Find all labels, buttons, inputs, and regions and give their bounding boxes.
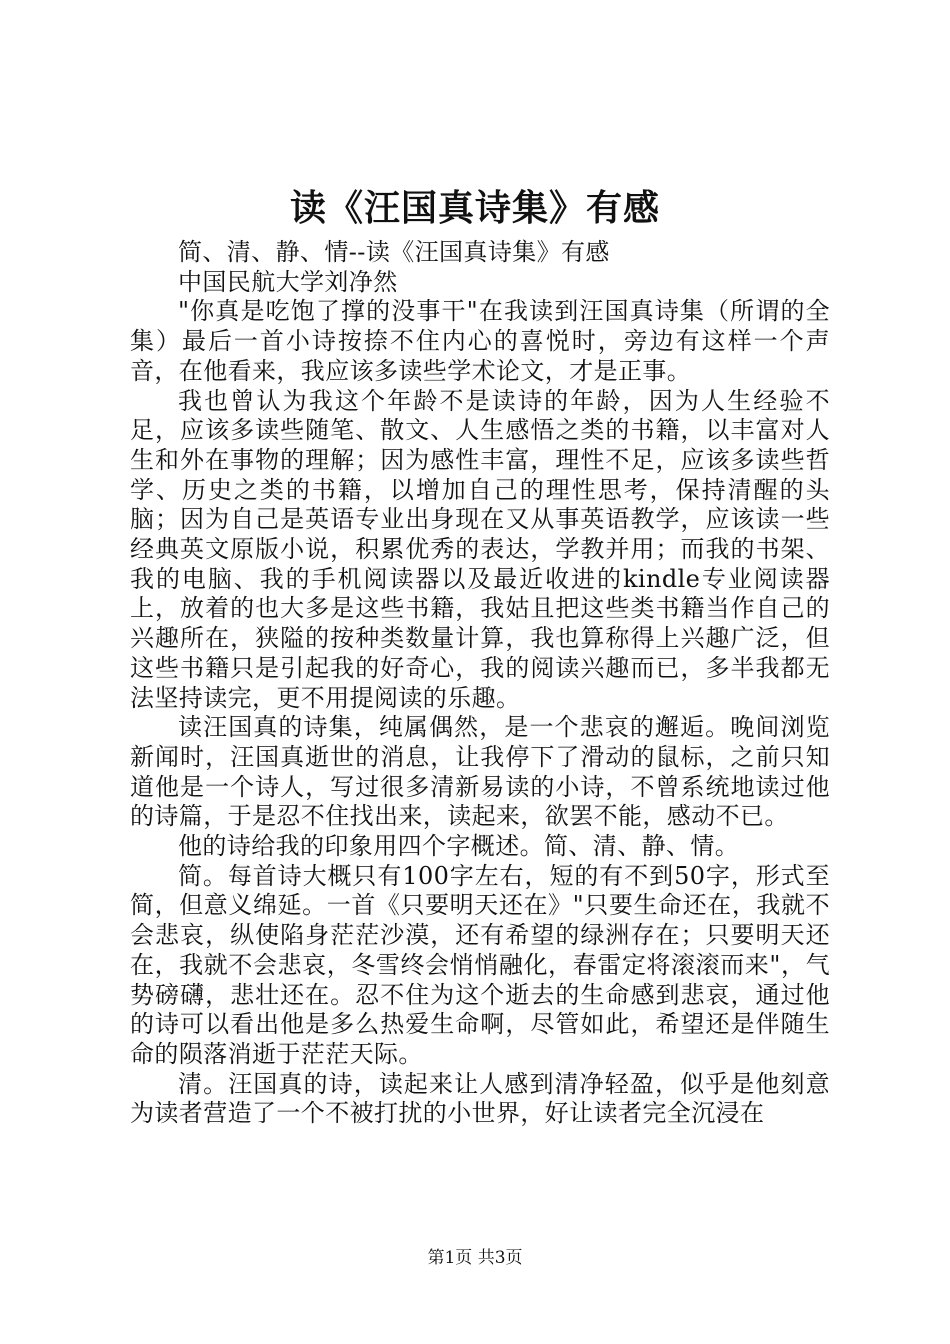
- document-title: 读《汪国真诗集》有感: [289, 187, 660, 229]
- body-paragraph: 清。汪国真的诗，读起来让人感到清净轻盈，似乎是他刻意为读者营造了一个不被打扰的小世界，好让读者完全沉浸在: [130, 1069, 830, 1128]
- body-paragraph: 读汪国真的诗集，纯属偶然，是一个悲哀的邂逅。晚间浏览新闻时，汪国真逝世的消息，让我停下了滑动的鼠标，之前只知道他是一个诗人，写过很多清新易读的小诗，不曾系统地读过他的诗篇，于是忍不住找出来，读起来，欲罢不能，感动不已。: [130, 713, 830, 831]
- body-paragraph: 他的诗给我的印象用四个字概述。简、清、静、情。: [178, 832, 740, 861]
- author-paragraph: 中国民航大学刘净然: [178, 267, 398, 296]
- page-footer: 第1页 共3页: [427, 1248, 523, 1268]
- subtitle-paragraph: 简、清、静、情--读《汪国真诗集》有感: [178, 238, 610, 266]
- document-body: [130, 238, 830, 1129]
- body-paragraph: "你真是吃饱了撑的没事干"在我读到汪国真诗集（所谓的全集）最后一首小诗按捺不住内心的喜悦时，旁边有这样一个声音，在他看来，我应该多读些学术论文，才是正事。: [130, 297, 830, 385]
- body-paragraph: 简。每首诗大概只有100字左右，短的有不到50字，形式至简，但意义绵延。一首《只要明天还在》"只要生命还在，我就不会悲哀，纵使陷身茫茫沙漠，还有希望的绿洲存在；只要明天还在，我就不会悲哀，冬雪终会悄悄融化，春雷定将滚滚而来"，气势磅礴，悲壮还在。忍不住为这个逝去的生命感到悲哀，通过他的诗可以看出他是多么热爱生命啊，尽管如此，希望还是伴随生命的陨落消逝于茫茫天际。: [130, 861, 830, 1068]
- body-paragraph: 我也曾认为我这个年龄不是读诗的年龄，因为人生经验不足，应该多读些随笔、散文、人生感悟之类的书籍，以丰富对人生和外在事物的理解；因为感性丰富，理性不足，应该多读些哲学、历史之类的书籍，以增加自己的理性思考，保持清醒的头脑；因为自己是英语专业出身现在又从事英语教学，应该读一些经典英文原版小说，积累优秀的表达，学教并用；而我的书架、我的电脑、我的手机阅读器以及最近收进的kindle专业阅读器上，放着的也大多是这些书籍，我姑且把这些类书籍当作自己的兴趣所在，狭隘的按种类数量计算，我也算称得上兴趣广泛，但这些书籍只是引起我的好奇心，我的阅读兴趣而已，多半我都无法坚持读完，更不用提阅读的乐趣。: [130, 386, 830, 712]
